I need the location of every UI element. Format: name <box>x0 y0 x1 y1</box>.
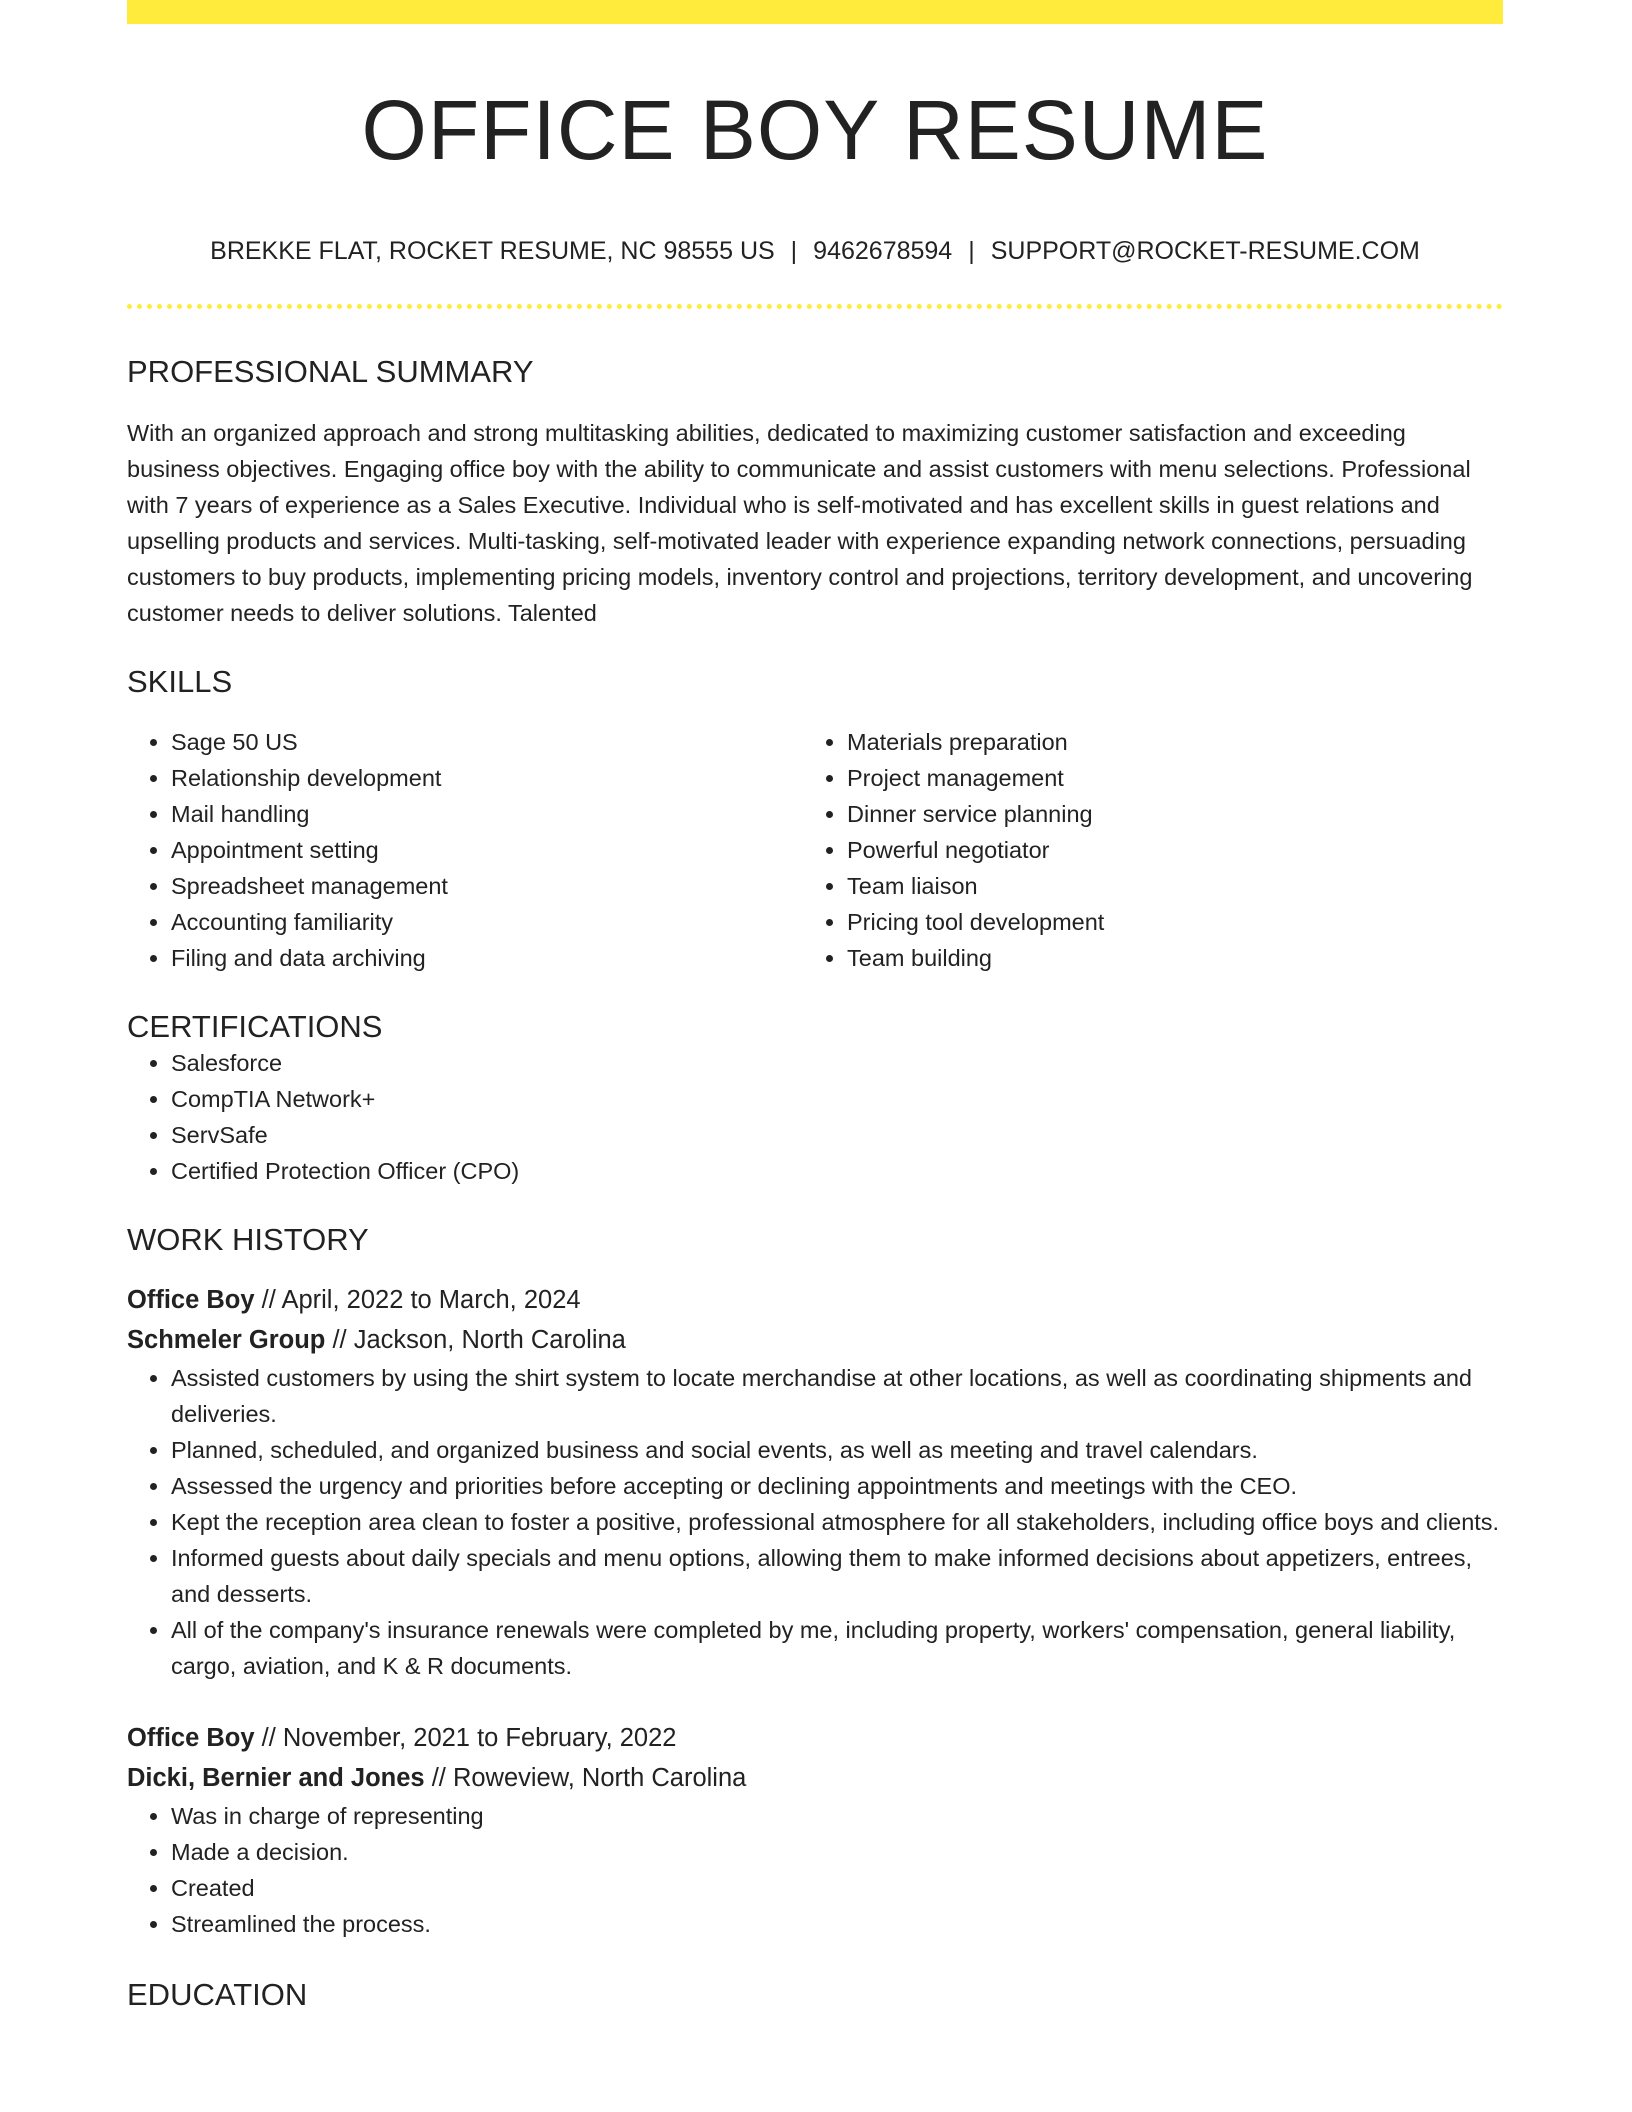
summary-text: With an organized approach and strong multitasking abilities, dedicated to maximizing customer satisfaction and exceeding business objectives. Engaging office boy with the ability to communicate and assist customers with menu selections. Professional with 7 years of experience as a Sales Executive. Individual who is self-motivated and has excellent skills in guest relations and upselling products and services. Multi-tasking, self-motivated leader with experience expanding network connections, persuading customers to buy products, implementing pricing models, inventory control and projections, territory development, and uncovering customer needs to deliver solutions. Talented <box>127 419 1473 626</box>
certification-item: • Certified Protection Officer (CPO) <box>171 1153 1503 1189</box>
contact-email: SUPPORT@ROCKET-RESUME.COM <box>990 237 1420 266</box>
certification-item: • ServSafe <box>171 1117 1503 1153</box>
skill-item: • Powerful negotiator <box>847 832 1479 868</box>
dotted-divider <box>127 304 1503 309</box>
job-role: Office Boy <box>127 1724 255 1753</box>
summary-heading: PROFESSIONAL SUMMARY <box>127 354 534 390</box>
job-duty: • Planned, scheduled, and organized business and social events, as well as meeting and travel calendars. <box>171 1432 1503 1468</box>
skill-item: • Relationship development <box>171 760 803 796</box>
skills-column-left <box>127 724 803 976</box>
job-company-line <box>127 1758 1503 1798</box>
skill-item: • Pricing tool development <box>847 904 1479 940</box>
job-title-line <box>127 1280 1503 1320</box>
skills-heading: SKILLS <box>127 663 233 699</box>
job-company: Schmeler Group <box>127 1326 326 1355</box>
job-entry <box>127 1280 1503 1684</box>
job-duties-list <box>127 1360 1503 1684</box>
job-duty: • Streamlined the process. <box>171 1906 1503 1942</box>
certifications-heading: CERTIFICATIONS <box>127 1008 383 1044</box>
contact-line <box>127 236 1503 266</box>
job-role: Office Boy <box>127 1286 255 1315</box>
skill-item: • Project management <box>847 760 1479 796</box>
skill-item: • Appointment setting <box>171 832 803 868</box>
contact-address: BREKKE FLAT, ROCKET RESUME, NC 98555 US <box>210 237 775 266</box>
job-company: Dicki, Bernier and Jones <box>127 1764 425 1793</box>
job-dates: // April, 2022 to March, 2024 <box>254 1286 581 1315</box>
job-duty: • Assessed the urgency and priorities before accepting or declining appointments and meetings with the CEO. <box>171 1468 1503 1504</box>
job-duty: • All of the company's insurance renewals were completed by me, including property, workers' compensation, general liability, cargo, aviation, and K & R documents. <box>171 1612 1503 1684</box>
job-duty: • Informed guests about daily specials and menu options, allowing them to make informed decisions about appetizers, entrees, and desserts. <box>171 1540 1503 1612</box>
skills-column-right <box>803 724 1479 976</box>
certification-item: • Salesforce <box>171 1045 1503 1081</box>
job-duty: • Made a decision. <box>171 1834 1503 1870</box>
skill-item: • Dinner service planning <box>847 796 1479 832</box>
skill-item: • Sage 50 US <box>171 724 803 760</box>
skill-item: • Accounting familiarity <box>171 904 803 940</box>
job-company-line <box>127 1320 1503 1360</box>
skill-item: • Mail handling <box>171 796 803 832</box>
work-history-heading: WORK HISTORY <box>127 1221 369 1257</box>
job-duty: • Was in charge of representing <box>171 1798 1503 1834</box>
skill-item: • Materials preparation <box>847 724 1479 760</box>
resume-page <box>127 0 1503 2013</box>
skill-item: • Spreadsheet management <box>171 868 803 904</box>
job-duty: • Created <box>171 1870 1503 1906</box>
job-title-line <box>127 1718 1503 1758</box>
job-duty: • Kept the reception area clean to foster a positive, professional atmosphere for all stakeholders, including office boys and clients. <box>171 1504 1503 1540</box>
job-dates: // November, 2021 to February, 2022 <box>254 1724 677 1753</box>
top-accent-bar <box>127 0 1503 24</box>
job-duties-list <box>127 1798 1503 1942</box>
job-location: // Roweview, North Carolina <box>424 1764 747 1793</box>
contact-separator: | <box>968 237 975 266</box>
skill-item: • Filing and data archiving <box>171 940 803 976</box>
job-entry <box>127 1718 1503 1942</box>
contact-separator: | <box>790 237 798 266</box>
certification-item: • CompTIA Network+ <box>171 1081 1503 1117</box>
skill-item: • Team building <box>847 940 1479 976</box>
job-location: // Jackson, North Carolina <box>325 1326 626 1355</box>
skill-item: • Team liaison <box>847 868 1479 904</box>
contact-phone: 9462678594 <box>813 237 953 266</box>
resume-title: OFFICE BOY RESUME <box>361 83 1269 177</box>
job-duty: • Assisted customers by using the shirt system to locate merchandise at other locations, as well as coordinating shipments and deliveries. <box>171 1360 1503 1432</box>
education-heading: EDUCATION <box>127 1977 308 2013</box>
skills-grid <box>127 724 1503 976</box>
certifications-list <box>127 1045 1503 1189</box>
